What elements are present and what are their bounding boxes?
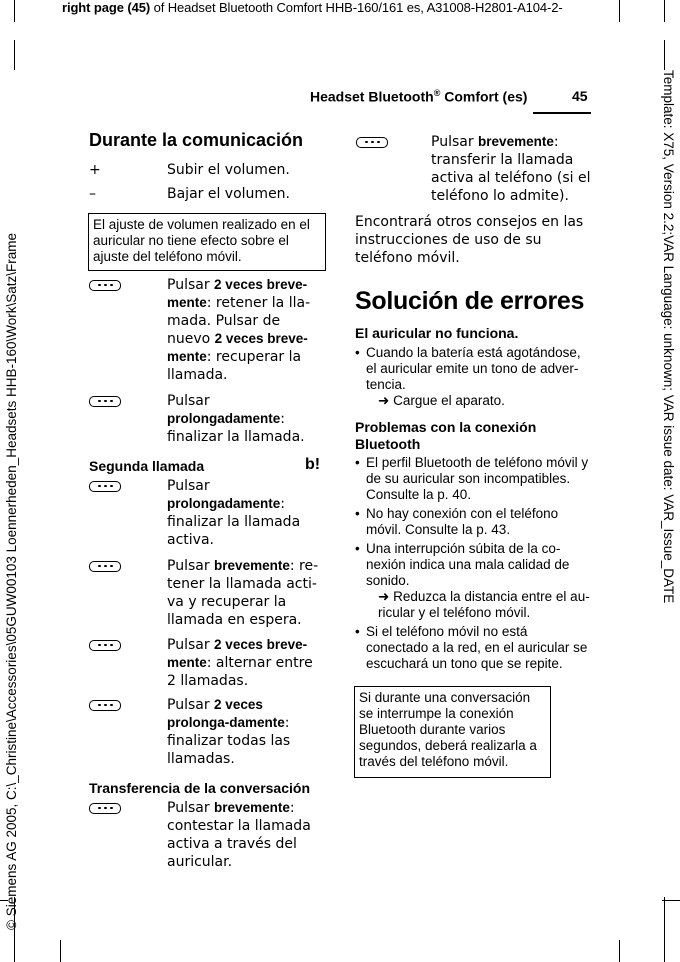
instruction-toggle-calls: Pulsar 2 veces breve-mente: alternar entre 2 llamadas. — [167, 637, 313, 689]
instruction-hold-call: Pulsar 2 veces breve-mente: retener la lla-mada. Pulsar de nuevo 2 veces breve-mente: recuperar la llamada. — [167, 277, 311, 383]
key-icon — [356, 137, 388, 148]
crop-mark — [619, 0, 620, 22]
section-title-troubleshooting: Solución de errores — [355, 287, 585, 315]
section-title-during-call: Durante la comunicación — [89, 130, 304, 150]
list-item: • Cuando la batería está agotándose, el auricular emite un tono de adver-tencia. ➜ Cargue el aparato. — [355, 345, 591, 409]
key-icon — [89, 640, 121, 651]
action-item: ➜ Reduzca la distancia entre el au-ricular y el teléfono móvil. — [378, 589, 590, 620]
problem-list-1 — [355, 345, 591, 412]
print-meta-line — [62, 0, 563, 15]
list-item: • Una interrupción súbita de la co-nexión indica una mala calidad de sonido. ➜ Reduzca la distancia entre el au-ricular y el teléfono móvil. — [355, 541, 590, 620]
key-icon — [89, 481, 121, 492]
header-rule — [533, 112, 591, 114]
action-item: ➜ Cargue el aparato. — [378, 393, 505, 408]
crop-mark — [619, 940, 620, 962]
volume-down-text: Bajar el volumen. — [167, 186, 290, 202]
problem-title-no-function: El auricular no funciona. — [355, 325, 519, 341]
note-volume: El ajuste de volumen realizado en el auricular no tiene efecto sobre el ajuste del teléfono móvil. — [88, 213, 326, 271]
key-icon — [89, 561, 121, 572]
volume-up-text: Subir el volumen. — [167, 162, 290, 178]
page-number: 45 — [572, 88, 588, 104]
list-item: • No hay conexión con el teléfono móvil. Consulte la p. 43. — [355, 506, 559, 537]
page-ref: right page (45) — [62, 0, 151, 15]
problem-title-bluetooth: Problemas con la conexión Bluetooth — [355, 419, 537, 452]
instruction-end-active: Pulsar prolongadamente: finalizar la llamada activa. — [167, 478, 301, 548]
second-call-icon: b! — [305, 456, 321, 473]
transfer-title: Transferencia de la conversación — [89, 780, 310, 796]
template-info: Template: X75, Version 2.2;VAR Language: unknown; VAR issue date: VAR_Issue_DATE — [661, 70, 676, 604]
crop-mark — [664, 0, 665, 22]
key-icon — [89, 396, 121, 407]
key-icon — [89, 280, 121, 291]
tips-paragraph: Encontrará otros consejos en las instrucciones de uso de su teléfono móvil. — [355, 214, 584, 266]
copyright-path: © Siemens AG 2005, C:\_Christine\Accessories\05GUW00103 Loennerheden_Headsets HHB-160\Work\Satz\Frame — [4, 232, 19, 930]
key-icon — [89, 700, 121, 711]
instruction-transfer-to-phone: Pulsar brevemente: transferir la llamada activa al teléfono (si el teléfono lo admite). — [431, 134, 591, 204]
minus-symbol: – — [89, 186, 96, 202]
instruction-end-call: Pulsar prolongadamente: finalizar la llamada. — [167, 393, 305, 445]
instruction-transfer-to-headset: Pulsar brevemente: contestar la llamada activa a través del auricular. — [167, 800, 311, 870]
plus-symbol: + — [89, 162, 101, 178]
second-call-title: Segunda llamada — [89, 458, 205, 474]
key-icon — [89, 803, 121, 814]
arrow-icon: ➜ — [378, 393, 390, 408]
crop-mark — [60, 940, 61, 962]
instruction-hold-and-resume: Pulsar brevemente: re-tener la llamada acti-va y recuperar la llamada en espera. — [167, 558, 319, 628]
problem-list-2 — [355, 455, 591, 675]
list-item: • El perfil Bluetooth de teléfono móvil y de su auricular son incompatibles. Consulte la p. 40. — [355, 455, 589, 502]
crop-mark — [664, 40, 665, 70]
arrow-icon: ➜ — [378, 589, 390, 604]
instruction-end-all: Pulsar 2 veces prolonga-damente: finalizar todas las llamadas. — [167, 697, 291, 767]
list-item: • Si el teléfono móvil no está conectado a la red, en el auricular se escuchará un tono que se repite. — [355, 624, 588, 671]
note-reconnect: Si durante una conversación se interrumpe la conexión Bluetooth durante varios segundos, deberá realizarla a través del teléfono móvil. — [354, 686, 551, 778]
crop-mark — [14, 0, 15, 22]
doc-ref: of Headset Bluetooth Comfort HHB-160/161 es, A31008-H2801-A104-2- — [150, 0, 563, 15]
running-header: Headset Bluetooth® Comfort (es) — [310, 88, 528, 105]
